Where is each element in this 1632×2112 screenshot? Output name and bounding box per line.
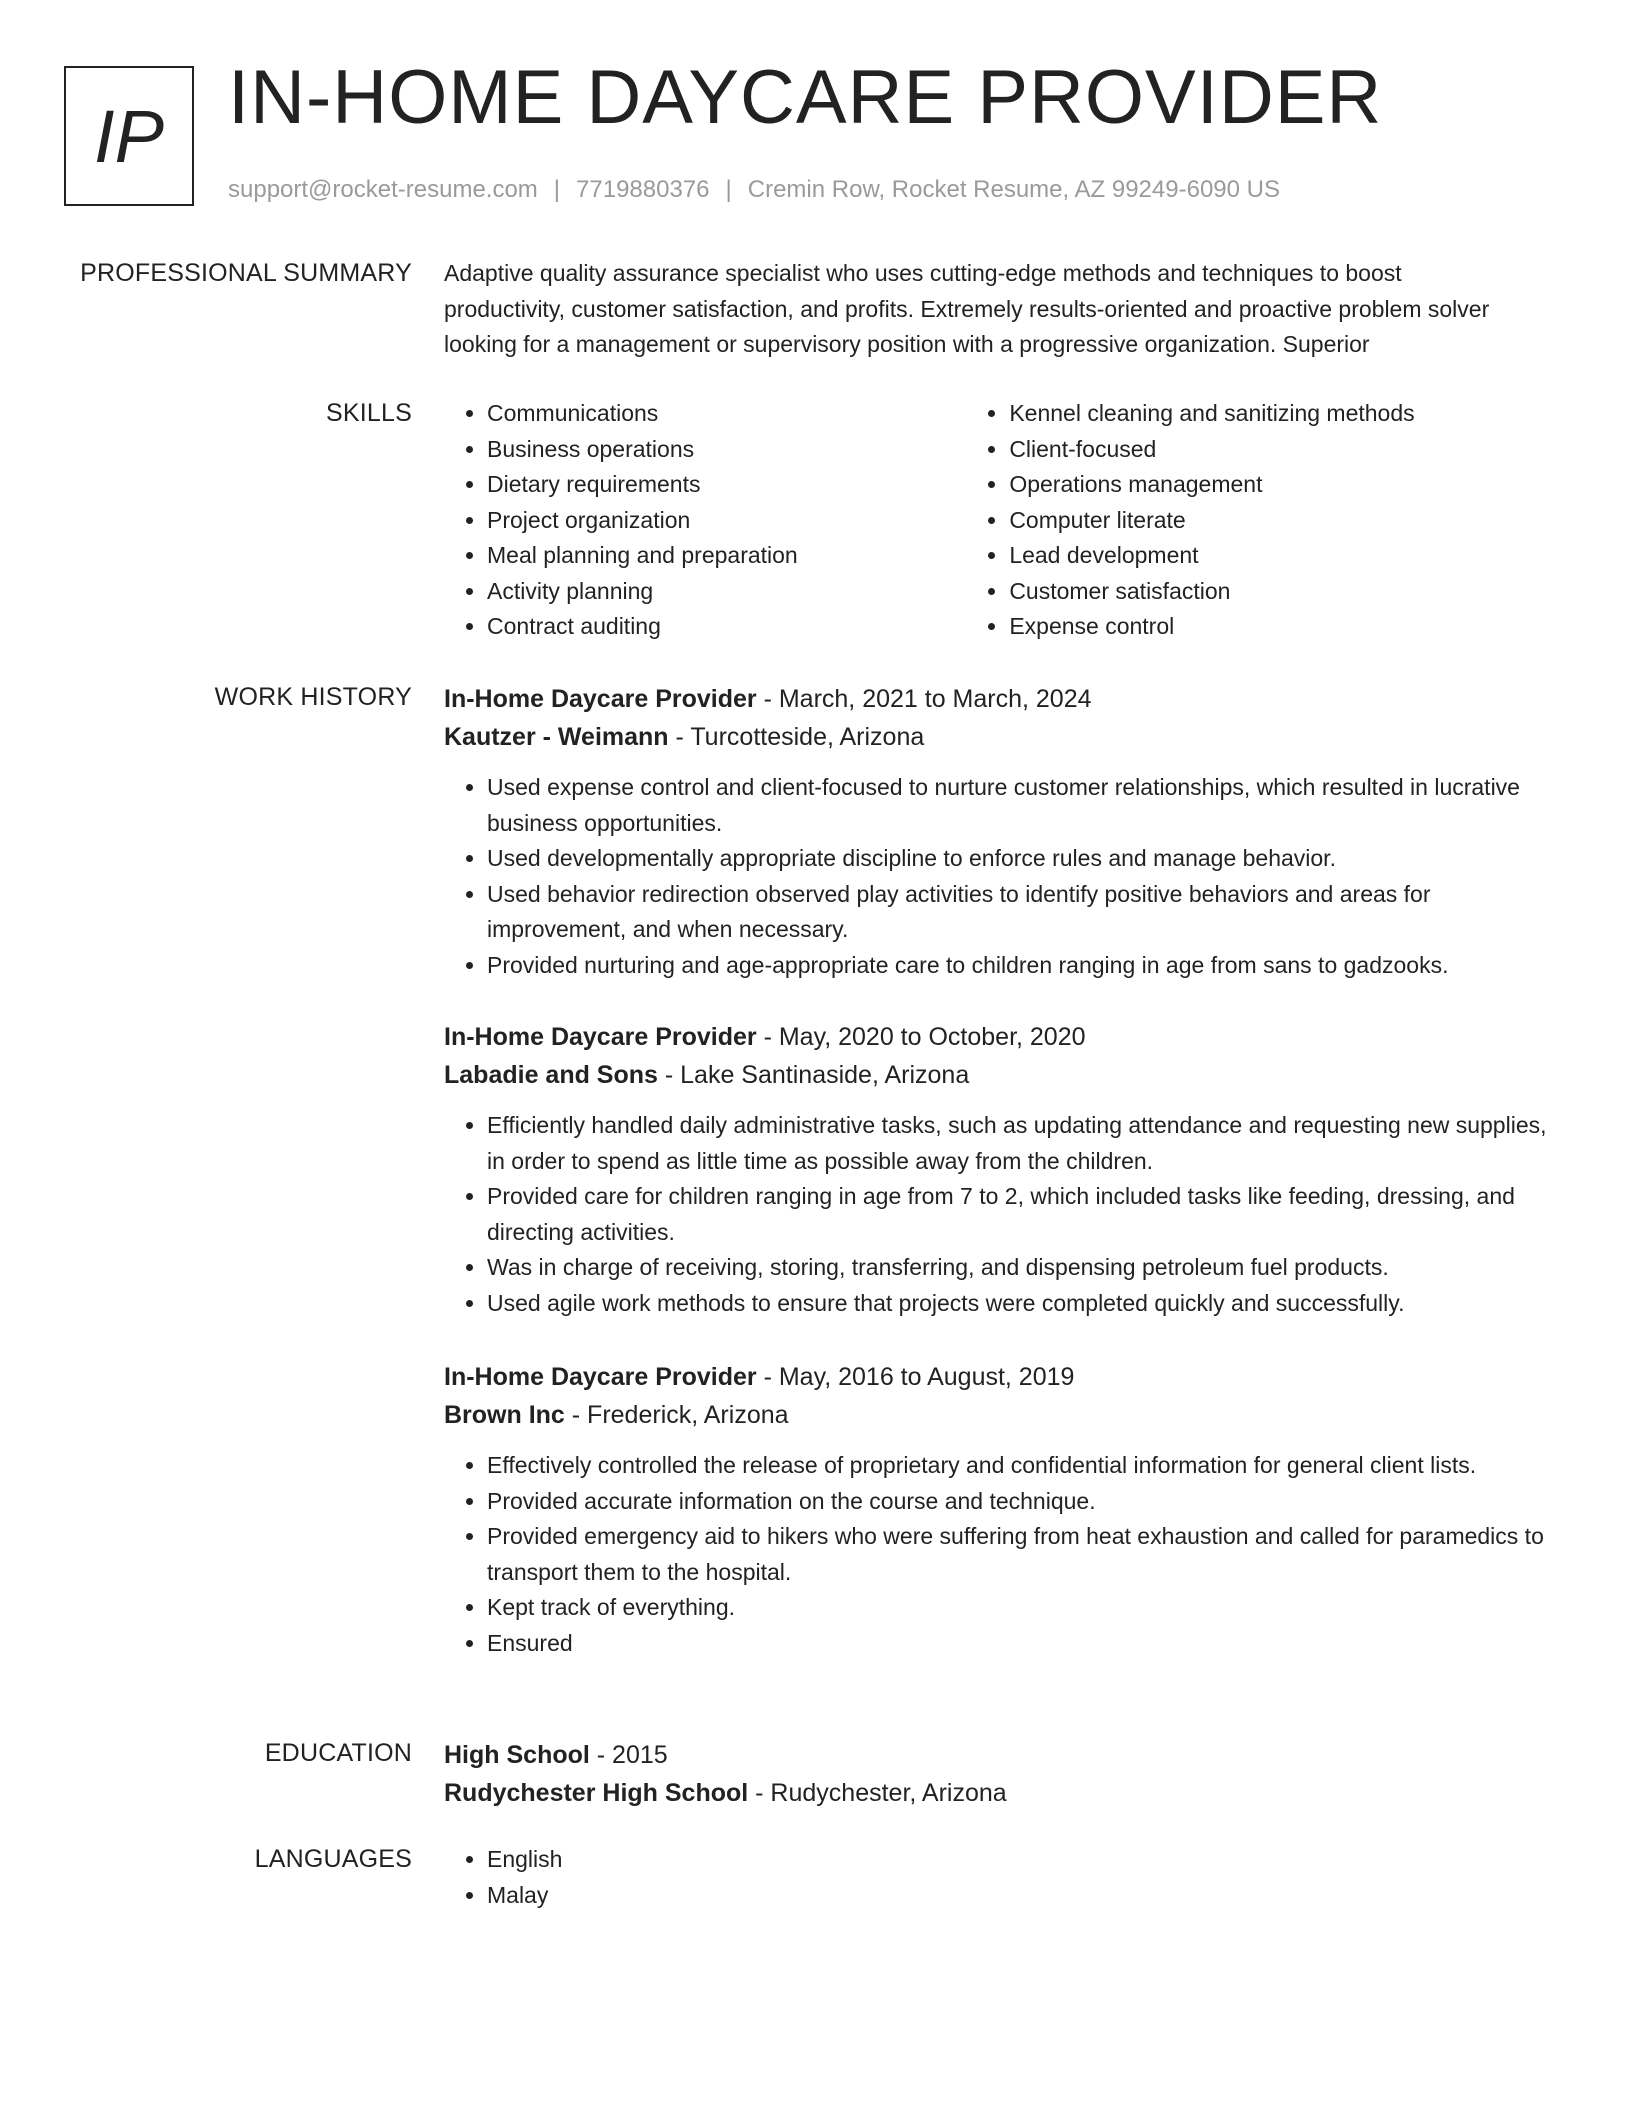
job-company-line: [444, 1396, 1554, 1434]
job-duty: • Provided emergency aid to hikers who were suffering from heat exhaustion and called for paramedics to transport them to the hospital.: [487, 1519, 1554, 1590]
job-duty: • Used agile work methods to ensure that projects were completed quickly and successfully.: [487, 1286, 1554, 1322]
job-duty: • Used behavior redirection observed play activities to identify positive behaviors and areas for improvement, and when necessary.: [487, 877, 1554, 948]
monogram-initials: IP: [94, 94, 164, 178]
job-dates: - May, 2020 to October, 2020: [756, 1023, 1086, 1051]
job-duty: • Provided nurturing and age-appropriate care to children ranging in age from sans to gadzooks.: [487, 948, 1554, 984]
education-degree-line: [444, 1736, 1544, 1774]
work-history-body: [444, 680, 1547, 1740]
job-duties-list: [444, 770, 1554, 983]
job-duty: • Used developmentally appropriate discipline to enforce rules and manage behavior.: [487, 841, 1554, 877]
job-title-line: [444, 1018, 1554, 1056]
job-duty: • Was in charge of receiving, storing, transferring, and dispensing petroleum fuel products.: [487, 1250, 1554, 1286]
job-company: Kautzer - Weimann: [444, 723, 669, 751]
job-duty: • Kept track of everything.: [487, 1590, 1554, 1626]
job-location: - Lake Santinaside, Arizona: [657, 1061, 970, 1089]
contact-separator: |: [725, 176, 732, 203]
job-duty: • Ensured: [487, 1626, 1554, 1662]
job-title: In-Home Daycare Provider: [444, 685, 757, 713]
job-entry: [444, 680, 1554, 983]
job-location: - Turcotteside, Arizona: [668, 723, 925, 751]
skill-item: • Activity planning: [487, 574, 966, 610]
resume-title: IN-HOME DAYCARE PROVIDER: [228, 55, 1383, 140]
education-year: - 2015: [589, 1741, 668, 1769]
job-duty: • Effectively controlled the release of proprietary and confidential information for general client lists.: [487, 1448, 1554, 1484]
skill-item: • Client-focused: [1009, 432, 1544, 468]
skill-item: • Meal planning and preparation: [487, 538, 966, 574]
job-entry: [444, 1018, 1554, 1321]
job-duty: • Efficiently handled daily administrative tasks, such as updating attendance and requesting new supplies, in order to spend as little time as possible away from the children.: [487, 1108, 1554, 1179]
skill-item: • Communications: [487, 396, 966, 432]
job-dates: - March, 2021 to March, 2024: [756, 685, 1092, 713]
job-company-line: [444, 718, 1554, 756]
contact-address: Cremin Row, Rocket Resume, AZ 99249-6090 US: [747, 176, 1280, 203]
education-body: [444, 1736, 1544, 1812]
job-duty: • Provided accurate information on the course and technique.: [487, 1484, 1554, 1520]
monogram-badge: [64, 66, 194, 206]
languages-body: [444, 1842, 1544, 1913]
education-school: Rudychester High School: [444, 1779, 749, 1807]
skill-item: • Dietary requirements: [487, 467, 966, 503]
skill-item: • Lead development: [1009, 538, 1544, 574]
contact-email[interactable]: support@rocket-resume.com: [228, 176, 538, 203]
skills-column-right: [966, 396, 1544, 645]
skill-item: • Customer satisfaction: [1009, 574, 1544, 610]
education-degree: High School: [444, 1741, 590, 1769]
skill-item: • Operations management: [1009, 467, 1544, 503]
languages-heading: LANGUAGES: [254, 1845, 412, 1873]
job-company: Labadie and Sons: [444, 1061, 658, 1089]
language-item: • Malay: [487, 1878, 1544, 1914]
skill-item: • Contract auditing: [487, 609, 966, 645]
job-title-line: [444, 1358, 1554, 1396]
job-location: - Frederick, Arizona: [564, 1401, 789, 1429]
summary-body: [444, 256, 1544, 362]
contact-line: [228, 174, 1280, 206]
skills-heading: SKILLS: [326, 399, 412, 427]
contact-phone[interactable]: 7719880376: [576, 176, 710, 203]
skill-item: • Computer literate: [1009, 503, 1544, 539]
job-dates: - May, 2016 to August, 2019: [756, 1363, 1075, 1391]
job-company-line: [444, 1056, 1554, 1094]
languages-list: [444, 1842, 1544, 1913]
skill-item: • Kennel cleaning and sanitizing methods: [1009, 396, 1544, 432]
contact-separator: |: [553, 176, 561, 203]
skill-item: • Business operations: [487, 432, 966, 468]
skills-list: [444, 396, 1544, 645]
job-duties-list: [444, 1448, 1554, 1661]
job-duty: • Provided care for children ranging in age from 7 to 2, which included tasks like feeding, dressing, and directing activities.: [487, 1179, 1554, 1250]
skill-item: • Project organization: [487, 503, 966, 539]
job-title-line: [444, 680, 1554, 718]
education-school-line: [444, 1774, 1544, 1812]
work-history-heading: WORK HISTORY: [214, 683, 412, 711]
job-title: In-Home Daycare Provider: [444, 1363, 757, 1391]
job-duty: • Used expense control and client-focused to nurture customer relationships, which resulted in lucrative business opportunities.: [487, 770, 1554, 841]
education-heading: EDUCATION: [264, 1739, 412, 1767]
skill-item: • Expense control: [1009, 609, 1544, 645]
education-location: - Rudychester, Arizona: [748, 1779, 1007, 1807]
job-title: In-Home Daycare Provider: [444, 1023, 757, 1051]
job-entry: [444, 1358, 1554, 1661]
job-duties-list: [444, 1108, 1554, 1321]
summary-text: Adaptive quality assurance specialist who uses cutting-edge methods and techniques to boost productivity, customer satisfaction, and profits. Extremely results-oriented and proactive problem solver looking for a management or supervisory position with a progressive organization. Superior: [444, 260, 1490, 357]
language-item: • English: [487, 1842, 1544, 1878]
summary-heading: PROFESSIONAL SUMMARY: [80, 259, 412, 287]
job-company: Brown Inc: [444, 1401, 565, 1429]
skills-column-left: [444, 396, 966, 645]
